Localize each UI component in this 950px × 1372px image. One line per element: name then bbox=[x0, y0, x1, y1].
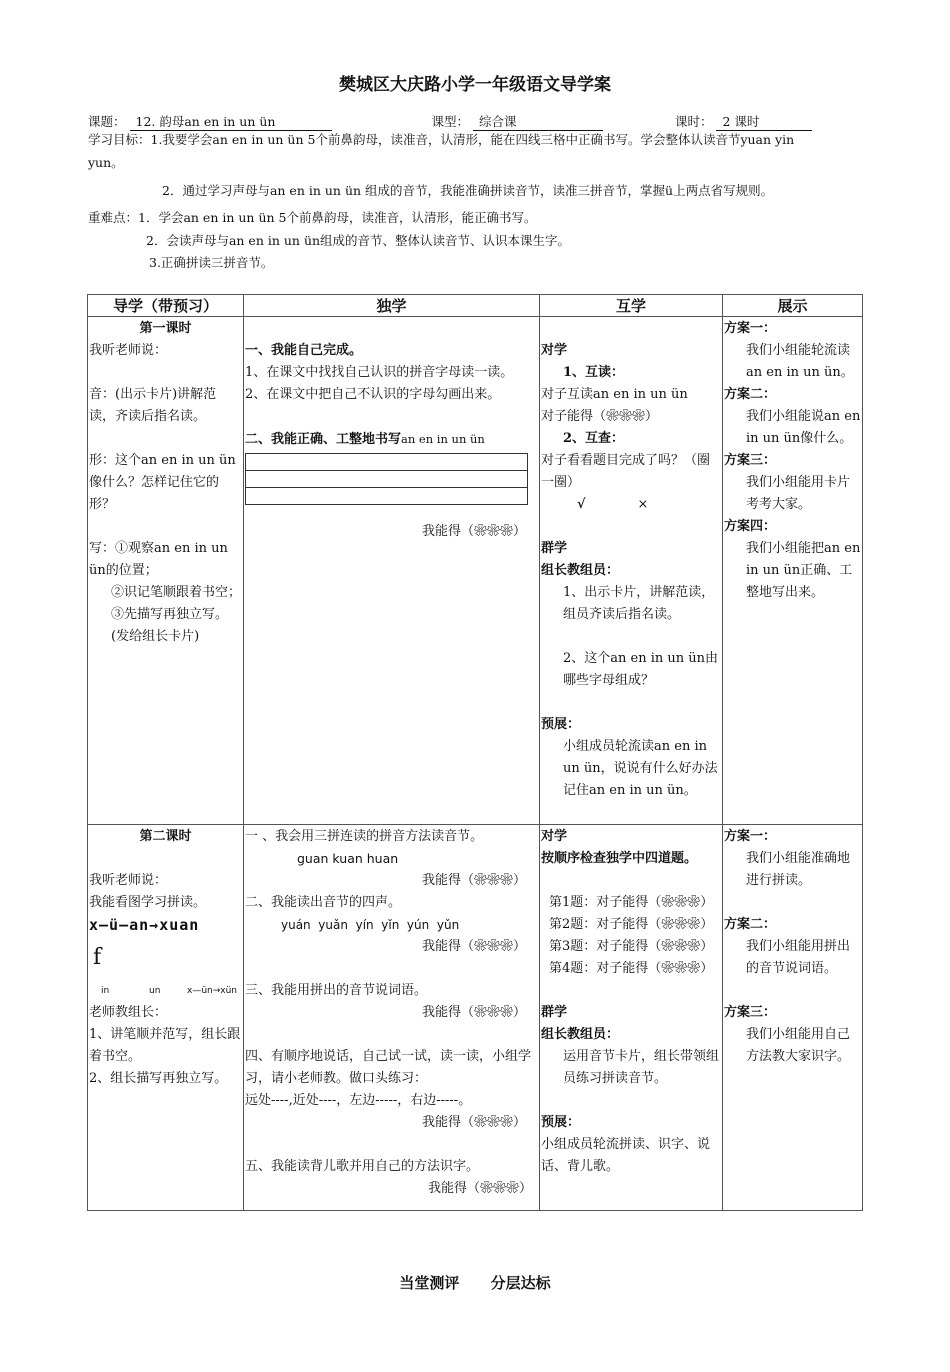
type-label: 课型： bbox=[431, 114, 469, 129]
row2-guide-cell bbox=[88, 825, 244, 1211]
header-guide: 导学（带预习） bbox=[88, 295, 244, 317]
lesson-table bbox=[87, 294, 863, 1211]
peer-subheading: 组长教组员： bbox=[541, 563, 620, 578]
plan-text: 我们小组能把an en in un ün正确、工整地写出来。 bbox=[746, 541, 861, 600]
task-line: 五、我能读背儿歌并用自己的方法识字。 bbox=[245, 1159, 480, 1174]
header-self-study: 独学 bbox=[244, 295, 540, 317]
key-point-3: 3.正确拼读三拼音节。 bbox=[149, 255, 274, 270]
cross-icon: × bbox=[637, 497, 649, 512]
task-line: 1、在课文中找找自己认识的拼音字母读一读。 bbox=[245, 365, 514, 380]
guide-line: 老师教组长： bbox=[89, 1005, 168, 1020]
plan-text: 我们小组能用拼出的音节说词语。 bbox=[746, 939, 851, 976]
row2-display-cell bbox=[723, 825, 863, 1211]
letter-f-image: f bbox=[93, 945, 102, 970]
peer-line: 对子互读an en in un ün bbox=[541, 387, 688, 402]
guide-line: 我能看图学习拼读。 bbox=[89, 895, 207, 910]
header-display: 展示 bbox=[723, 295, 863, 317]
goal-line-2: 2．通过学习声母与an en in un ün 组成的音节，我能准确拼读音节，读准三拼音节，掌握ü上两点省写规则。 bbox=[162, 183, 774, 198]
peer-heading: 预展： bbox=[541, 717, 581, 732]
row2-self-study-cell bbox=[244, 825, 540, 1211]
plan-text: 我们小组能用自己方法教大家识字。 bbox=[746, 1027, 851, 1064]
hours-value: 2 课时 bbox=[716, 112, 812, 131]
row1-self-study-cell bbox=[244, 317, 540, 825]
peer-subheading: 组长教组员： bbox=[541, 1027, 620, 1042]
key-point-1: 重难点：1．学会an en in un ün 5个前鼻韵母，读准音，认清形，能正确书写。 bbox=[88, 210, 537, 225]
task-line: 远处----,近处----，左边-----，右边-----。 bbox=[245, 1093, 472, 1108]
guide-line: 1、讲笔顺并范写，组长跟着书空。 bbox=[89, 1027, 241, 1064]
syllable-cards: in un x—ün→xün bbox=[101, 986, 238, 996]
plan-heading: 方案二： bbox=[724, 917, 777, 932]
peer-heading: 对学 bbox=[541, 829, 568, 844]
plan-text: 我们小组能准确地进行拼读。 bbox=[746, 851, 851, 888]
guide-line: 形：这个an en in un ün像什么？怎样记住它的形？ bbox=[89, 453, 236, 512]
key-point-2: 2．会读声母与an en in un ün组成的音节、整体认读音节、认识本课生字。 bbox=[146, 233, 571, 248]
plan-heading: 方案三： bbox=[724, 1005, 777, 1020]
pinyin-line: yuán yuǎn yín yǐn yún yǔn bbox=[281, 918, 460, 932]
row1-peer-study-cell bbox=[540, 317, 723, 825]
footer-heading: 当堂测评 分层达标 bbox=[399, 1274, 551, 1292]
pinyin-spelling-example: x—ü—an→xuan bbox=[89, 916, 200, 934]
guide-line: 音：(出示卡片)讲解范读，齐读后指名读。 bbox=[89, 387, 217, 424]
task-line: 四、有顺序地说话，自己试一试，读一读，小组学习，请小老师教。做口头练习： bbox=[245, 1049, 532, 1086]
lesson-row-2 bbox=[88, 825, 863, 1211]
check-line: 第2题：对子能得（❀❀❀） bbox=[549, 917, 714, 932]
peer-line: 2、这个an en in un ün由哪些字母组成？ bbox=[563, 651, 719, 688]
plan-heading: 方案四： bbox=[724, 519, 777, 534]
plan-text: 我们小组能用卡片考考大家。 bbox=[746, 475, 851, 512]
plan-text: 我们小组能说an en in un ün像什么。 bbox=[746, 409, 861, 446]
guide-line: ②识记笔顺跟着书空； bbox=[111, 585, 242, 600]
header-peer-study: 互学 bbox=[540, 295, 723, 317]
peer-line: 小组成员轮流拼读、识字、说话、背儿歌。 bbox=[541, 1137, 711, 1174]
goal-line-1b: yun。 bbox=[88, 155, 124, 170]
check-line: 第4题：对子能得（❀❀❀） bbox=[549, 961, 714, 976]
plan-heading: 方案二： bbox=[724, 387, 777, 402]
peer-line: 对子能得（❀❀❀） bbox=[541, 409, 659, 424]
first-lesson-heading: 第一课时 bbox=[139, 321, 192, 336]
task-heading: 一、我能自己完成。 bbox=[245, 343, 363, 358]
check-marks bbox=[541, 494, 721, 516]
guide-line: 2、组长描写再独立写。 bbox=[89, 1071, 228, 1086]
peer-heading: 群学 bbox=[541, 1005, 568, 1020]
peer-subheading: 1、互读： bbox=[563, 365, 625, 380]
peer-heading: 对学 bbox=[541, 343, 568, 358]
task-line: 二、我能读出音节的四声。 bbox=[245, 895, 402, 910]
peer-subheading: 按顺序检查独学中四道题。 bbox=[541, 851, 698, 866]
goal-line-1: 学习目标：1.我要学会an en in un ün 5个前鼻韵母，读准音，认清形，能在四线三格中正确书写。学会整体认读音节yuan yin bbox=[88, 132, 795, 147]
row1-guide-cell bbox=[88, 317, 244, 825]
second-lesson-heading: 第二课时 bbox=[139, 829, 192, 844]
score-line: 我能得（❀❀❀） bbox=[421, 524, 526, 539]
plan-heading: 方案三： bbox=[724, 453, 777, 468]
writing-task-heading: 二、我能正确、工整地书写an en in un ün bbox=[245, 432, 485, 447]
hours-label: 课时： bbox=[674, 114, 713, 129]
peer-heading: 群学 bbox=[541, 541, 568, 556]
check-line: 第3题：对子能得（❀❀❀） bbox=[549, 939, 714, 954]
score-line: 我能得（❀❀❀） bbox=[421, 1115, 526, 1130]
row1-display-cell bbox=[723, 317, 863, 825]
guide-line: 我听老师说： bbox=[89, 343, 168, 358]
plan-text: 我们小组能轮流读an en in un ün。 bbox=[746, 343, 854, 380]
score-line: 我能得（❀❀❀） bbox=[427, 1181, 532, 1196]
score-line: 我能得（❀❀❀） bbox=[421, 873, 526, 888]
peer-line: 小组成员轮流读an en in un ün，说说有什么好办法记住an en in un ün。 bbox=[563, 739, 718, 798]
peer-heading: 预展： bbox=[541, 1115, 581, 1130]
guide-line: 我听老师说： bbox=[89, 873, 168, 888]
peer-line: 对子看看题目完成了吗？（圈一圈） bbox=[541, 453, 711, 490]
lesson-row-1 bbox=[88, 317, 863, 825]
check-line: 第1题：对子能得（❀❀❀） bbox=[549, 895, 714, 910]
four-line-grid bbox=[245, 453, 528, 505]
task-line: 2、在课文中把自己不认识的字母勾画出来。 bbox=[245, 387, 501, 402]
peer-line: 运用音节卡片，组长带领组员练习拼读音节。 bbox=[563, 1049, 720, 1086]
plan-heading: 方案一： bbox=[724, 321, 777, 336]
guide-line: ③先描写再独立写。(发给组长卡片) bbox=[111, 607, 229, 644]
check-icon: √ bbox=[577, 497, 586, 512]
score-line: 我能得（❀❀❀） bbox=[421, 1005, 526, 1020]
header-row bbox=[88, 295, 863, 317]
topic-value: 12. 韵母an en in un ün bbox=[130, 112, 332, 131]
page-title: 樊城区大庆路小学一年级语文导学案 bbox=[339, 75, 611, 95]
plan-heading: 方案一： bbox=[724, 829, 777, 844]
type-value: 综合课 bbox=[473, 112, 603, 131]
peer-subheading: 2、互查： bbox=[563, 431, 625, 446]
pinyin-line: guan kuan huan bbox=[297, 851, 399, 866]
score-line: 我能得（❀❀❀） bbox=[421, 939, 526, 954]
guide-line: 写：①观察an en in un ün的位置； bbox=[89, 541, 228, 578]
task-line: 三、我能用拼出的音节说词语。 bbox=[245, 983, 428, 998]
peer-line: 1、出示卡片，讲解范读，组员齐读后指名读。 bbox=[563, 585, 715, 622]
topic-label: 课题： bbox=[88, 114, 126, 129]
row2-peer-study-cell bbox=[540, 825, 723, 1211]
task-line: 一 、我会用三拼连读的拼音方法读音节。 bbox=[245, 829, 484, 844]
lesson-meta bbox=[88, 112, 812, 131]
